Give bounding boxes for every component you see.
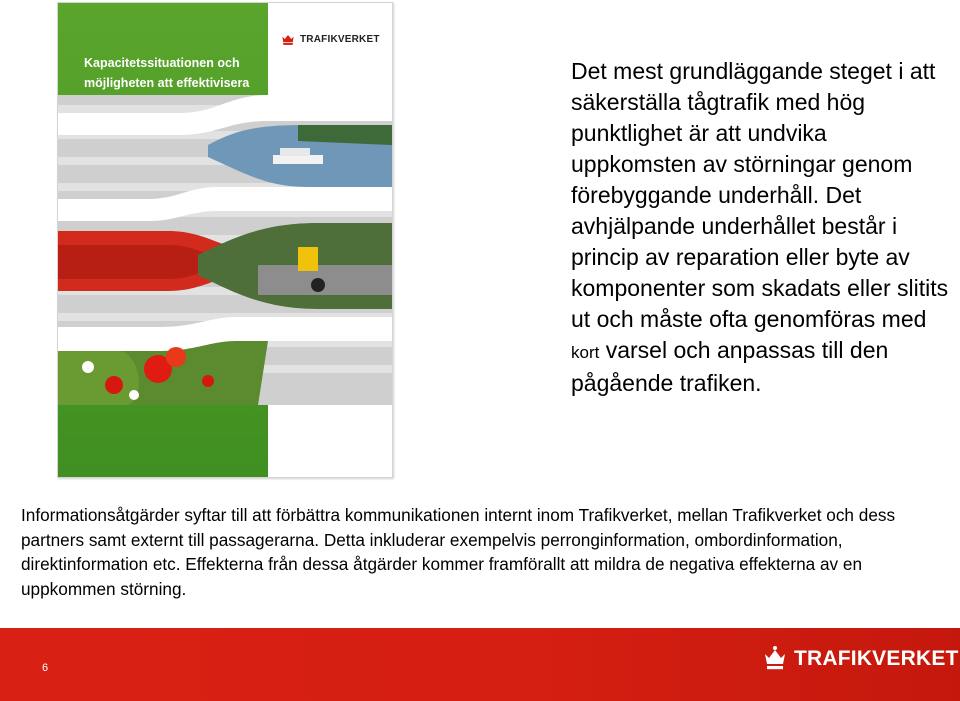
cover-logo-text: TRAFIKVERKET <box>300 33 380 45</box>
main-paragraph-text-2: varsel och anpassas till den pågående trafiken. <box>571 337 889 396</box>
main-paragraph-text-1: Det mest grundläggande steget i att säkerställa tågtrafik med hög punktlighet är att undvika uppkomsten av störningar genom förebyggande underhåll. Det avhjälpande underhållet består i princip av reparation eller byte av komponenter som skadats eller slitits ut och måste ofta genomföras med <box>571 58 949 332</box>
page-number: 6 <box>42 662 49 674</box>
cover-logo <box>280 31 380 47</box>
footer-logo <box>762 645 959 673</box>
trafikverket-crown-icon <box>762 645 788 673</box>
cover-label: Underlagsrapport <box>272 419 369 431</box>
report-cover <box>57 2 393 478</box>
main-paragraph <box>571 56 956 399</box>
trafikverket-crown-icon <box>280 31 296 47</box>
main-paragraph-small-word: kort <box>571 343 600 362</box>
cover-title: Kapacitetssituationen och möjligheten att effektivisera <box>84 56 250 90</box>
footer-bar <box>0 628 960 701</box>
footer-logo-text: TRAFIKVERKET <box>794 647 959 670</box>
info-paragraph: Informationsåtgärder syftar till att förbättra kommunikationen internt inom Trafikverket, mellan Trafikverket och dess partners samt externt till passagerarna. Detta inkluderar exempelvis perronginformation, ombordinformation, direktinformation etc. Effekterna från dessa åtgärder kommer framförallt att mildra de negativa effekterna av en uppkommen störning. <box>21 505 896 599</box>
cover-illustration <box>58 95 392 405</box>
